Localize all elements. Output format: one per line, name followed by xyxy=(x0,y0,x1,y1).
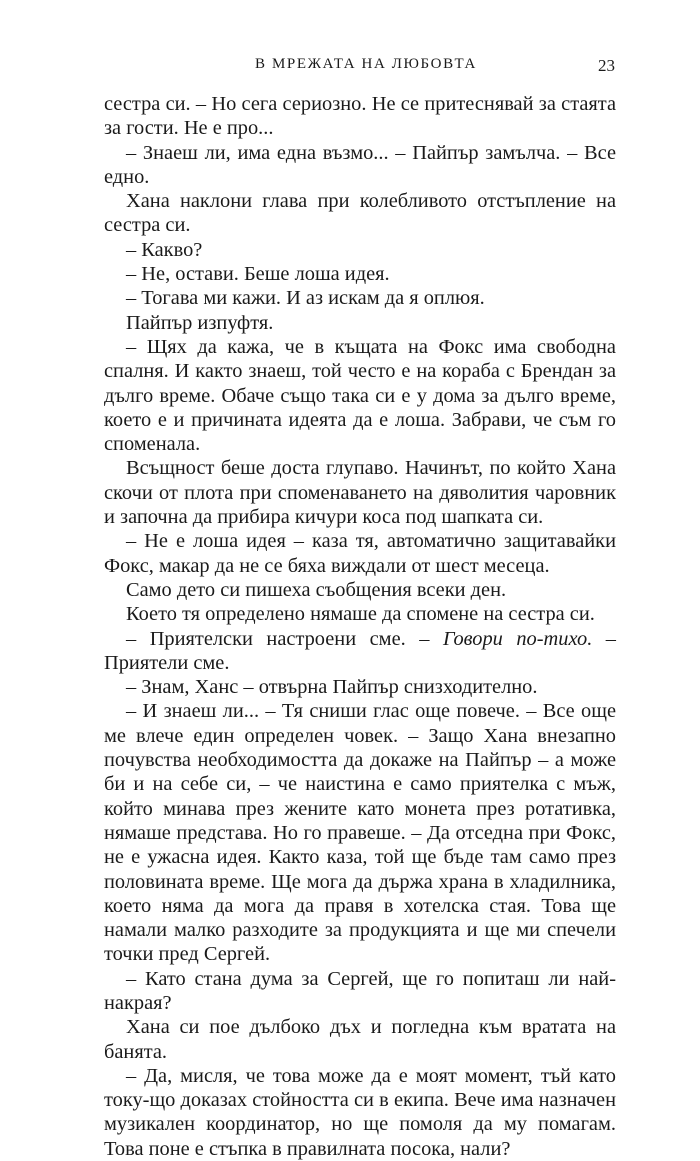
paragraph: Хана си пое дълбоко дъх и погледна към вратата на банята. xyxy=(104,1016,616,1063)
paragraph: – Като стана дума за Сергей, ще го попиташ ли най-накрая? xyxy=(104,967,616,1014)
paragraph: – Да, мисля, че това може да е моят момент, тъй като току-що доказах стойността си в екипа. Вече има назначен музикален координатор, но ще помоля да му помагам. Това поне е стъпка в правилната посока, нали? xyxy=(104,1064,616,1160)
paragraph: – Приятелски настроени сме. – Говори по-тихо. – Приятели сме. xyxy=(104,627,616,674)
paragraph: – Какво? xyxy=(126,238,203,261)
paragraph: – И знаеш ли... – Тя сниши глас още повече. – Все още ме влече един определен човек. – Защо Хана внезапно почувства необходимостта да докаже на Пайпър – а може би и на себе си, – че наистина е само приятелка с мъж, който минава през жените като монета през ротативка, нямаше представа. Но го правеше. – Да отседна при Фокс, не е ужасна идея. Както каза, той ще бъде там само през половината време. Ще мога да държа храна в хладилника, което няма да мога да правя в хотелска стая. Това ще намали малко разходите за продукцията и ще ми спечели точки пред Сергей. xyxy=(104,700,616,966)
paragraph: Което тя определено нямаше да спомене на сестра си. xyxy=(126,603,595,626)
paragraph: – Не е лоша идея – каза тя, автоматично защитавайки Фокс, макар да не се бяха виждали от шест месеца. xyxy=(104,530,616,577)
paragraph: – Тогава ми кажи. И аз искам да я оплюя. xyxy=(126,287,485,310)
paragraph: – Щях да кажа, че в къщата на Фокс има свободна спалня. И както знаеш, той често е на кораба с Брендан за дълго време. Обаче също така си е у дома за дълго време, което е и причината идеята да е лоша. Забрави, че съм го споменала. xyxy=(104,335,616,456)
paragraph: Само дето си пишеха съобщения всеки ден. xyxy=(126,578,507,601)
paragraph: Хана наклони глава при колебливото отстъпление на сестра си. xyxy=(104,190,616,237)
body-text xyxy=(104,92,616,1161)
paragraph: – Не, остави. Беше лоша идея. xyxy=(126,263,390,286)
paragraph: – Знам, Ханс – отвърна Пайпър снизходително. xyxy=(126,676,538,699)
paragraph: – Знаеш ли, има една възмо... – Пайпър замълча. – Все едно. xyxy=(104,141,616,188)
running-title: В МРЕЖАТА НА ЛЮБОВТА xyxy=(255,56,477,72)
running-header xyxy=(105,56,615,78)
paragraph: Пайпър изпуфтя. xyxy=(126,311,274,334)
paragraph: Всъщност беше доста глупаво. Начинът, по който Хана скочи от плота при споменаването на дяволития чаровник и започна да прибира кичури коса под шапката си. xyxy=(104,457,616,529)
italic-phrase: Говори по-тихо. xyxy=(442,627,593,650)
paragraph: сестра си. – Но сега сериозно. Не се притеснявай за стаята за гости. Не е про... xyxy=(104,93,616,140)
page-number: 23 xyxy=(598,56,615,75)
